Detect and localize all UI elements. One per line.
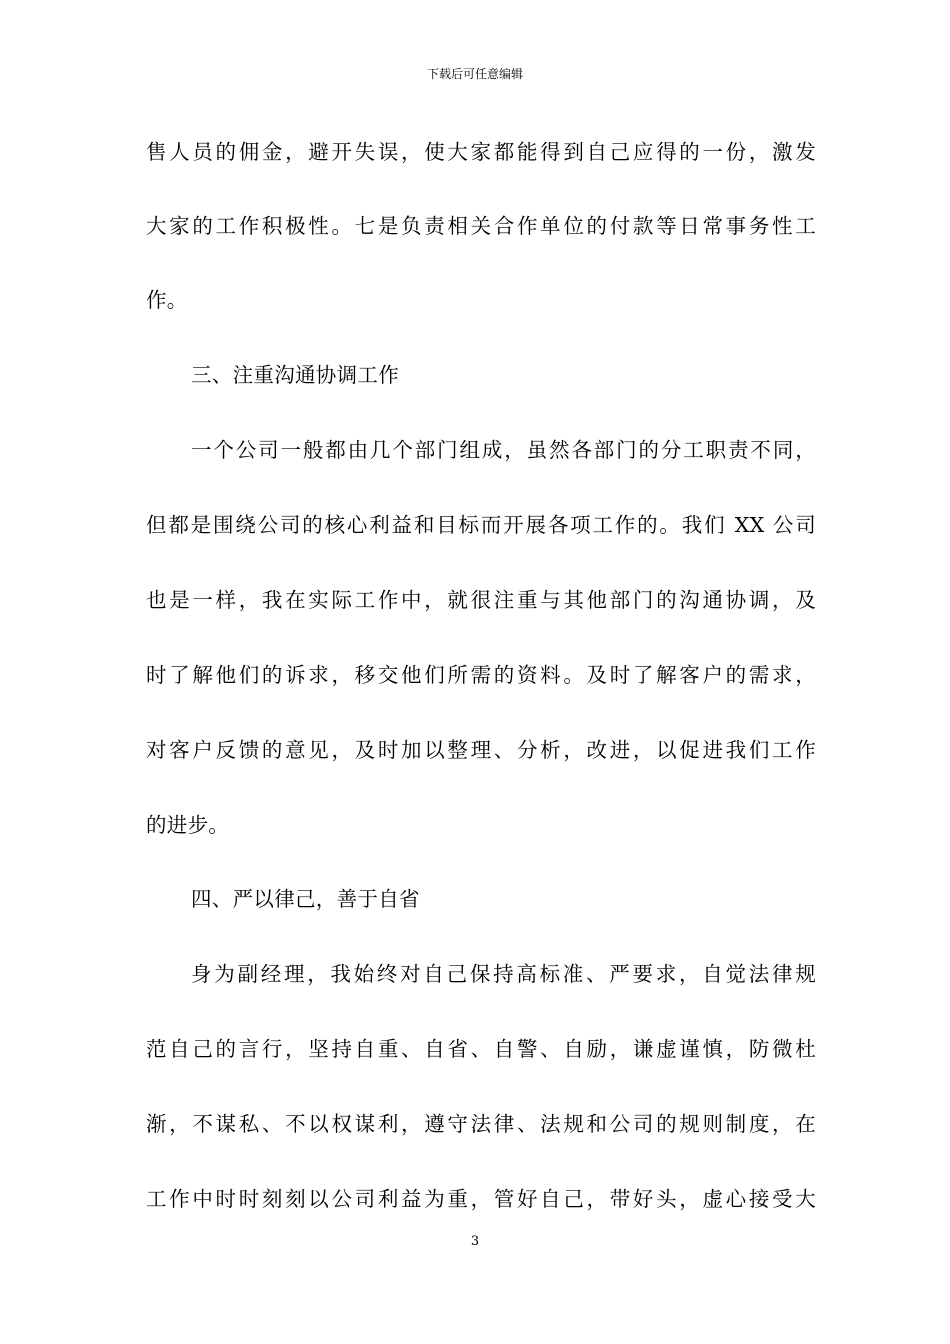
page-header: 下载后可任意编辑: [426, 67, 523, 81]
body-line: 作。: [146, 288, 188, 312]
body-line: 范自己的言行，坚持自重、自省、自警、自励，谦虚谨慎，防微杜: [146, 1037, 816, 1061]
body-line: 身为副经理，我始终对自己保持高标准、严要求，自觉法律规: [191, 962, 816, 986]
body-line: 时了解他们的诉求，移交他们所需的资料。及时了解客户的需求，: [146, 663, 816, 687]
body-line: 对客户反馈的意见，及时加以整理、分析，改进，以促进我们工作: [146, 738, 816, 762]
body-line: 一个公司一般都由几个部门组成，虽然各部门的分工职责不同，: [191, 438, 816, 462]
section-heading: 三、注重沟通协调工作: [191, 363, 399, 387]
page-number: 3: [470, 1234, 480, 1249]
body-line: 售人员的佣金，避开失误，使大家都能得到自己应得的一份，激发: [146, 140, 816, 164]
body-line: 也是一样，我在实际工作中，就很注重与其他部门的沟通协调，及: [146, 588, 816, 612]
body-line: 的进步。: [146, 813, 230, 837]
body-line: 工作中时时刻刻以公司利益为重，管好自己，带好头，虚心接受大: [146, 1187, 816, 1211]
body-line: 渐，不谋私、不以权谋利，遵守法律、法规和公司的规则制度，在: [146, 1112, 816, 1136]
body-line: 但都是围绕公司的核心利益和目标而开展各项工作的。我们 XX 公司: [146, 513, 816, 537]
body-line: 大家的工作积极性。七是负责相关合作单位的付款等日常事务性工: [146, 214, 816, 238]
section-heading: 四、严以律己，善于自省: [191, 887, 420, 911]
